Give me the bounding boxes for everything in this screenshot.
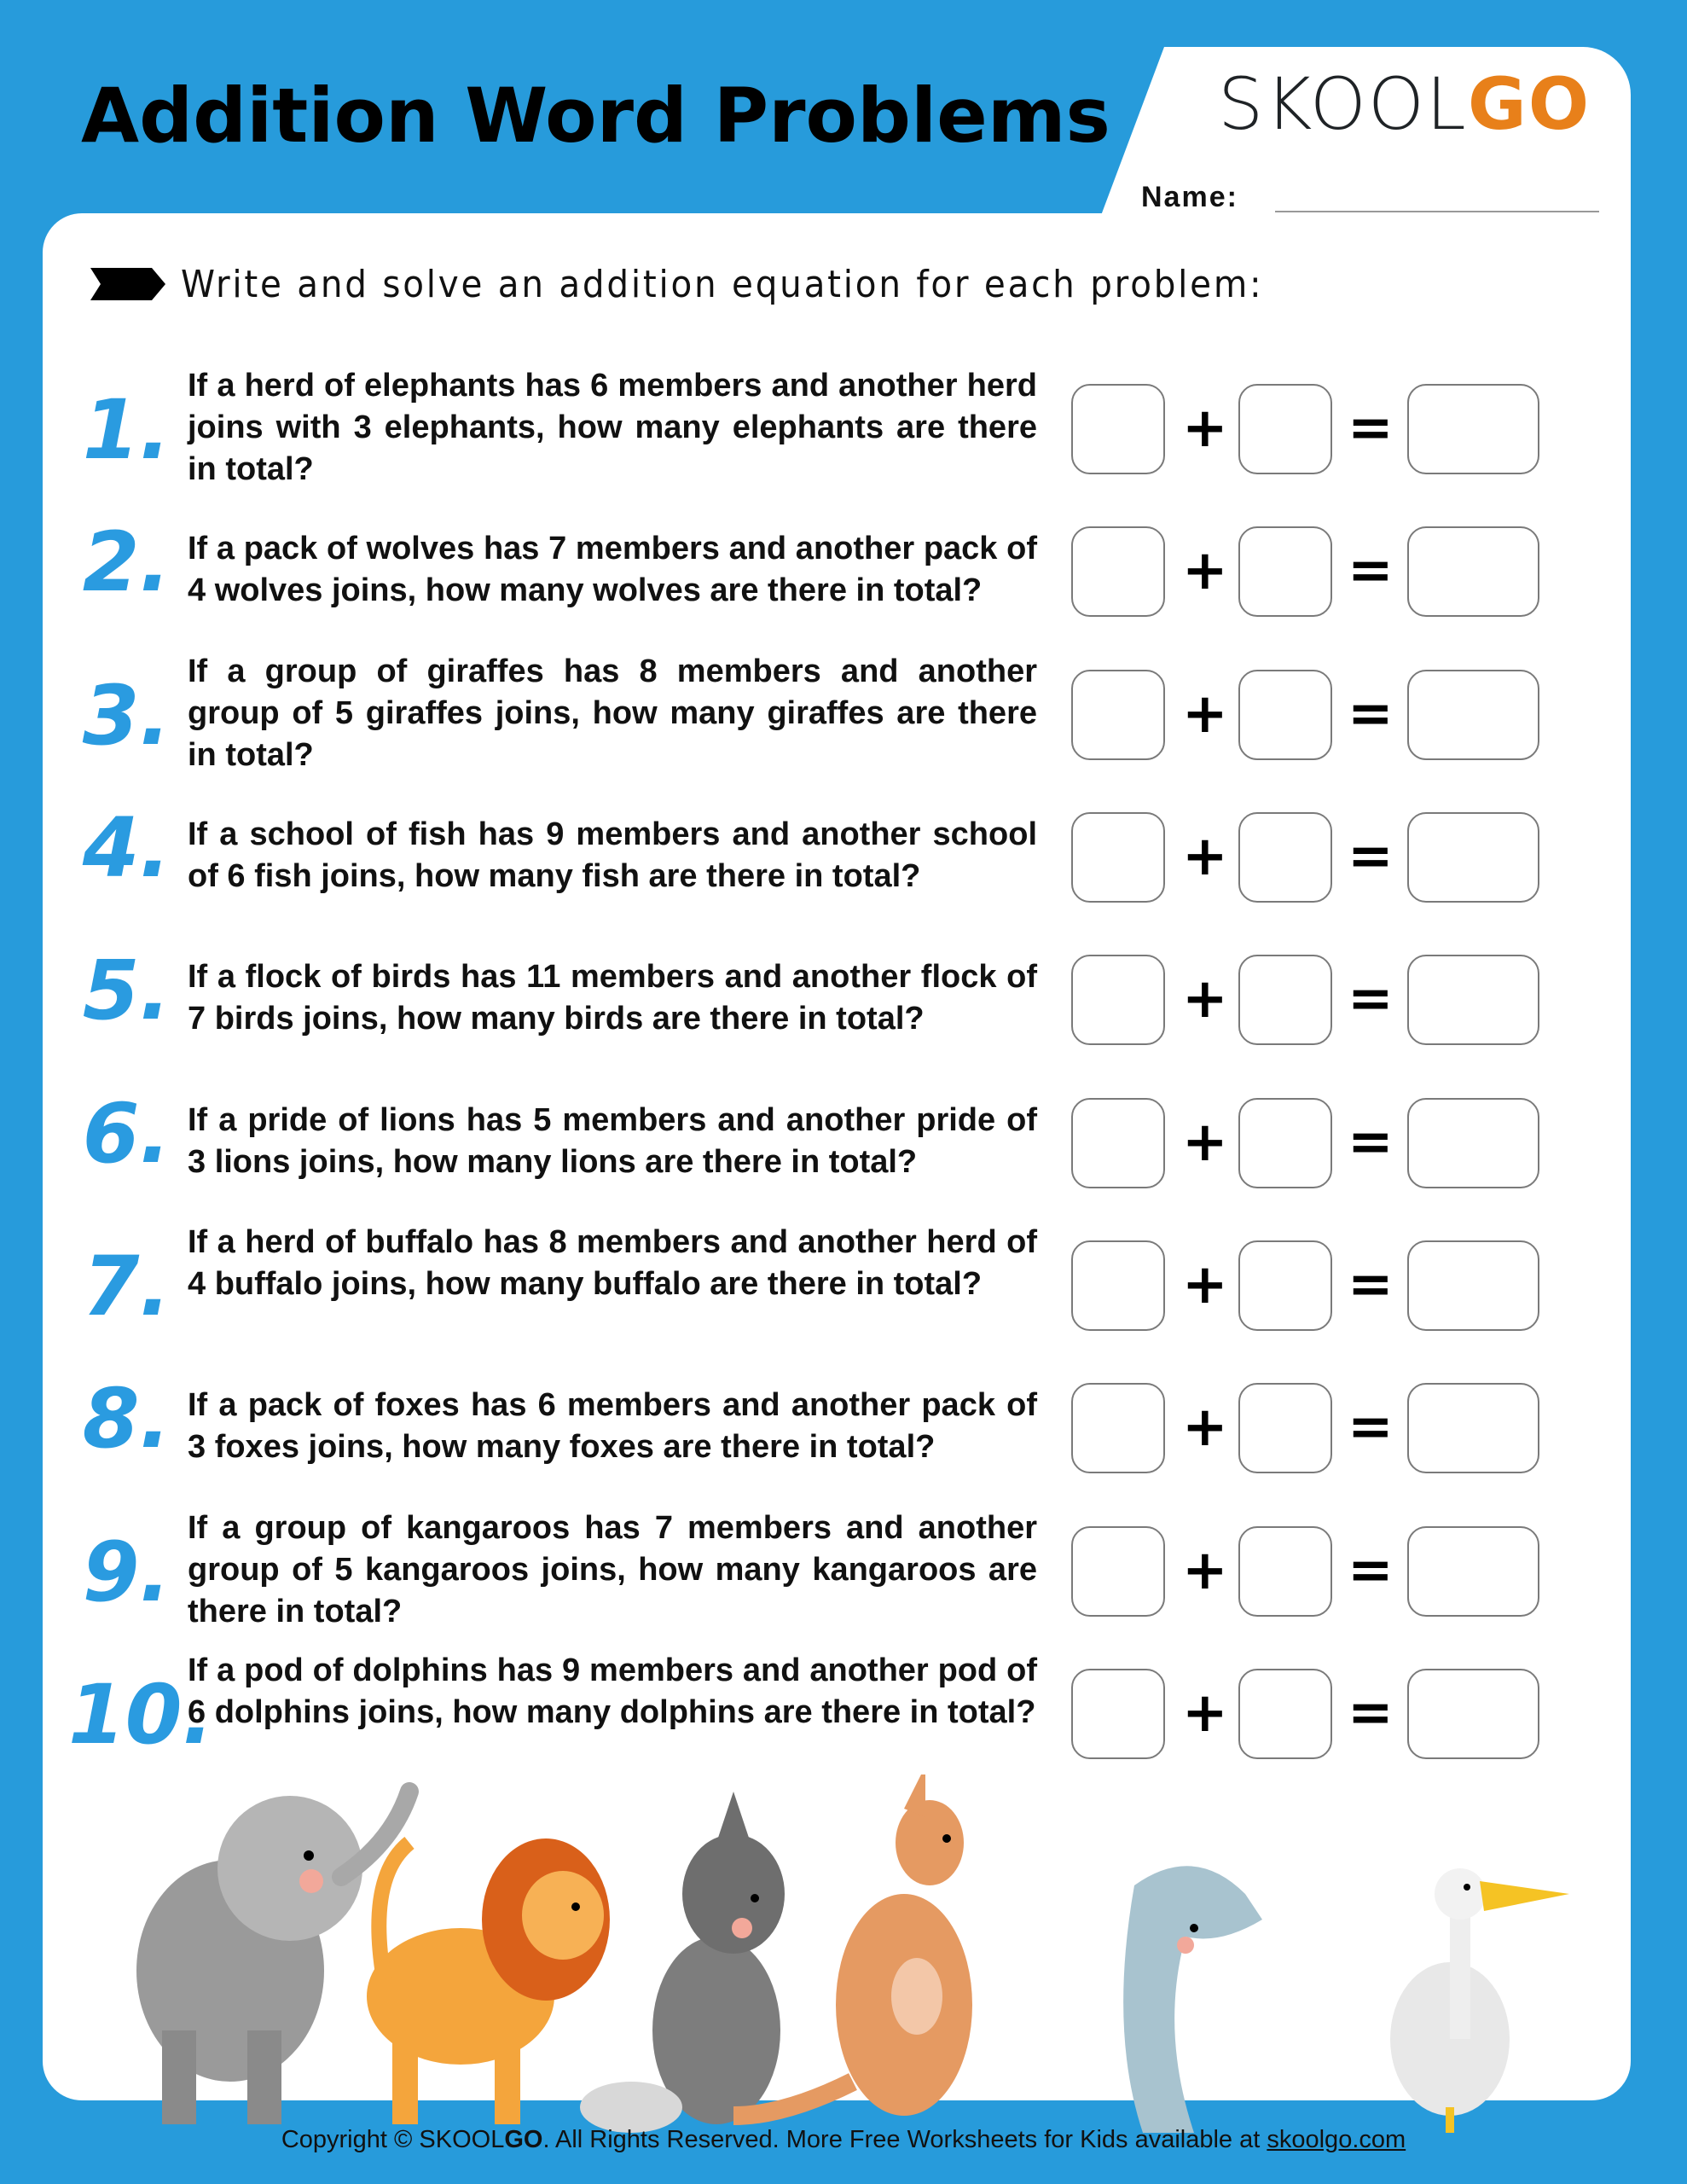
addend-1-box[interactable] (1071, 1526, 1165, 1617)
addend-1-box[interactable] (1071, 526, 1165, 617)
addend-2-box[interactable] (1238, 955, 1332, 1045)
dolphin-icon (1123, 1866, 1262, 2133)
equals-sign: = (1348, 967, 1394, 1031)
equals-sign: = (1348, 1111, 1394, 1174)
footer (0, 2126, 1687, 2154)
problem-number: 2. (82, 514, 171, 610)
name-label: Name: (1141, 181, 1238, 213)
problem-text: If a pride of lions has 5 members and another pride of 3 lions joins, how many lions are there in total? (188, 1102, 1037, 1180)
page-title: Addition Word Problems (81, 72, 1110, 160)
problem-number: 4. (82, 800, 171, 896)
plus-sign: + (1182, 967, 1228, 1031)
problem-text: If a pack of wolves has 7 members and another pack of 4 wolves joins, how many wolves are there in total? (188, 531, 1037, 608)
addend-2-box[interactable] (1238, 670, 1332, 760)
sum-box[interactable] (1407, 812, 1539, 903)
sum-box[interactable] (1407, 1526, 1539, 1617)
equals-sign: = (1348, 1539, 1394, 1602)
sum-box[interactable] (1407, 1098, 1539, 1188)
problem-text: If a flock of birds has 11 members and another flock of 7 birds joins, how many birds are there in total? (188, 959, 1037, 1037)
instructions: Write and solve an addition equation for each problem: (181, 263, 1264, 306)
equals-sign: = (1348, 1396, 1394, 1459)
plus-sign: + (1182, 1539, 1228, 1602)
equals-sign: = (1348, 1253, 1394, 1316)
problem-text: If a herd of elephants has 6 members and another herd joins with 3 elephants, how many elephants are there in total? (188, 368, 1037, 487)
lion-icon (367, 1838, 610, 2124)
addend-1-box[interactable] (1071, 812, 1165, 903)
logo-prefix: SKOOL (1218, 62, 1468, 146)
plus-sign: + (1182, 539, 1228, 602)
sum-box[interactable] (1407, 1383, 1539, 1473)
equals-sign: = (1348, 1682, 1394, 1745)
elephant-icon (136, 1792, 409, 2124)
addend-2-box[interactable] (1238, 1240, 1332, 1331)
problem-number: 10. (68, 1667, 214, 1763)
plus-sign: + (1182, 1111, 1228, 1174)
copyright-prefix: Copyright © SKOOL (281, 2126, 505, 2153)
addend-2-box[interactable] (1238, 526, 1332, 617)
addend-2-box[interactable] (1238, 1669, 1332, 1759)
problem-number: 5. (82, 943, 171, 1038)
problem-row (0, 1371, 1687, 1519)
plus-sign: + (1182, 682, 1228, 746)
equals-sign: = (1348, 825, 1394, 888)
pelican-icon (1390, 1868, 1569, 2133)
addend-1-box[interactable] (1071, 1240, 1165, 1331)
addend-1-box[interactable] (1071, 1383, 1165, 1473)
skoolgo-link[interactable]: skoolgo.com (1267, 2126, 1406, 2153)
problem-row (0, 653, 1687, 806)
addend-1-box[interactable] (1071, 384, 1165, 474)
problem-number: 8. (82, 1371, 171, 1467)
copyright-rest: . All Rights Reserved. More Free Worksheets for Kids available at (542, 2126, 1267, 2153)
addend-2-box[interactable] (1238, 812, 1332, 903)
addend-1-box[interactable] (1071, 670, 1165, 760)
problem-number: 9. (82, 1525, 171, 1620)
sum-box[interactable] (1407, 1669, 1539, 1759)
problem-text: If a group of kangaroos has 7 members and another group of 5 kangaroos joins, how many kangaroos are there in total? (188, 1510, 1037, 1629)
problem-text: If a pod of dolphins has 9 members and another pod of 6 dolphins joins, how many dolphins are there in total? (188, 1653, 1037, 1730)
name-input-line[interactable] (1275, 211, 1599, 212)
problem-number: 3. (82, 668, 171, 764)
problem-number: 7. (82, 1239, 171, 1334)
sum-box[interactable] (1407, 955, 1539, 1045)
addend-2-box[interactable] (1238, 1526, 1332, 1617)
skoolgo-logo (1218, 62, 1591, 146)
problem-text: If a pack of foxes has 6 members and another pack of 3 foxes joins, how many foxes are there in total? (188, 1387, 1037, 1465)
wolf-icon (580, 1792, 785, 2133)
addend-1-box[interactable] (1071, 1098, 1165, 1188)
plus-sign: + (1182, 825, 1228, 888)
problem-row (0, 1086, 1687, 1234)
problem-row (0, 800, 1687, 949)
plus-sign: + (1182, 397, 1228, 460)
plus-sign: + (1182, 1396, 1228, 1459)
problem-row (0, 1224, 1687, 1377)
logo-suffix: GO (1467, 62, 1591, 146)
addend-2-box[interactable] (1238, 384, 1332, 474)
equals-sign: = (1348, 682, 1394, 746)
sum-box[interactable] (1407, 384, 1539, 474)
problem-row (0, 514, 1687, 663)
addend-2-box[interactable] (1238, 1383, 1332, 1473)
addend-1-box[interactable] (1071, 1669, 1165, 1759)
problem-row (0, 1510, 1687, 1663)
addend-2-box[interactable] (1238, 1098, 1332, 1188)
problem-row (0, 368, 1687, 520)
sum-box[interactable] (1407, 526, 1539, 617)
problem-number: 1. (82, 382, 171, 478)
equals-sign: = (1348, 397, 1394, 460)
sum-box[interactable] (1407, 670, 1539, 760)
problem-text: If a herd of buffalo has 8 members and another herd of 4 buffalo joins, how many buffalo are there in total? (188, 1224, 1037, 1302)
problem-text: If a group of giraffes has 8 members and another group of 5 giraffes joins, how many giraffes are there in total? (188, 653, 1037, 773)
copyright-brand: GO (504, 2126, 543, 2153)
problem-row (0, 943, 1687, 1091)
arrow-bullet-icon (87, 268, 165, 300)
addend-1-box[interactable] (1071, 955, 1165, 1045)
plus-sign: + (1182, 1682, 1228, 1745)
problem-number: 6. (82, 1086, 171, 1182)
sum-box[interactable] (1407, 1240, 1539, 1331)
equals-sign: = (1348, 539, 1394, 602)
problem-text: If a school of fish has 9 members and another school of 6 fish joins, how many fish are there in total? (188, 816, 1037, 894)
plus-sign: + (1182, 1253, 1228, 1316)
animal-illustration (85, 1774, 1603, 2133)
